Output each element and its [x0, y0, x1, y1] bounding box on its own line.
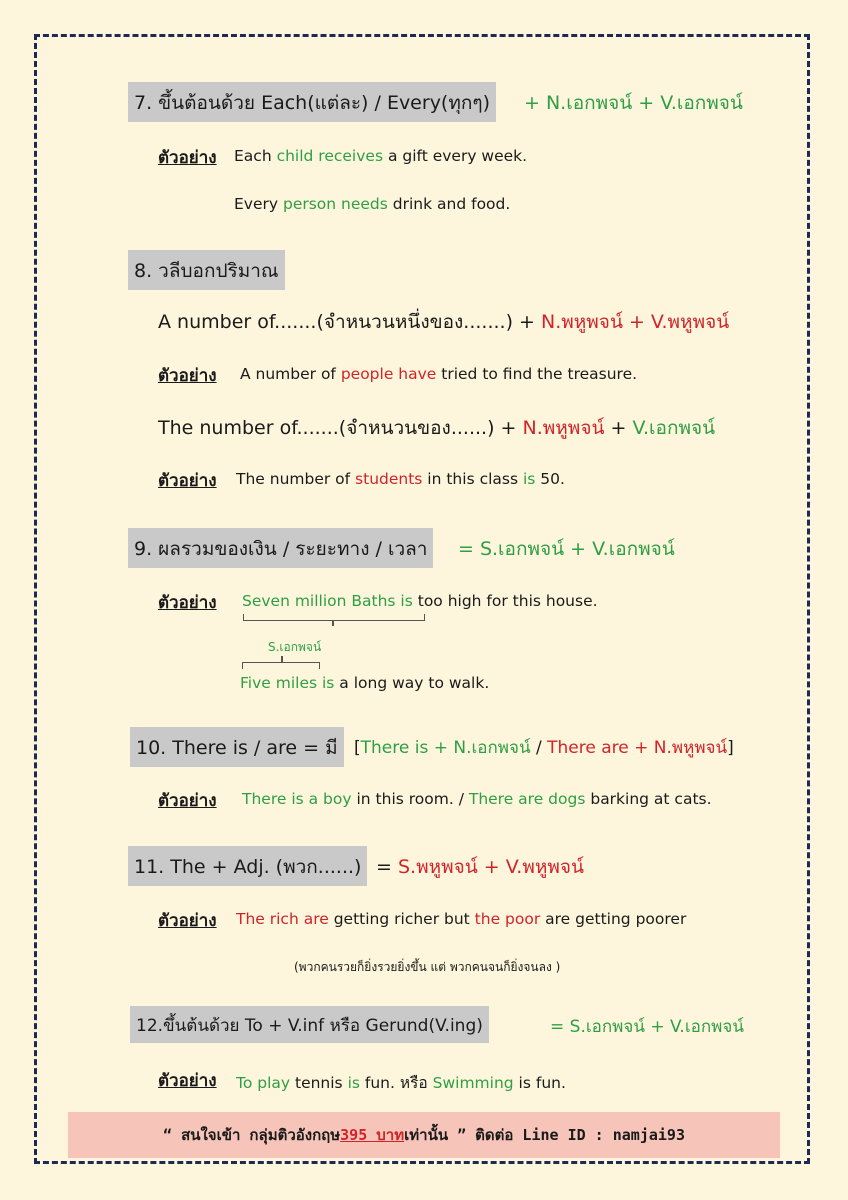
s7-formula: + N.เอกพจน์ + V.เอกพจน์	[524, 92, 743, 114]
s9-heading: 9. ผลรวมของเงิน / ระยะทาง / เวลา	[128, 528, 433, 568]
s7-example-2: Every person needs drink and food.	[234, 195, 511, 213]
s12-example-label: ตัวอย่าง	[158, 1071, 217, 1091]
promo-text-pre: “ สนใจเข้า กลุ่มติวอังกฤษ	[163, 1126, 341, 1144]
s9-brace-bottom	[242, 662, 320, 669]
s11-heading: 11. The + Adj. (พวก......)	[128, 846, 367, 886]
s8-example-label-2: ตัวอย่าง	[158, 471, 217, 491]
s9-example-2: Five miles is a long way to walk.	[240, 674, 490, 692]
s10-example-label: ตัวอย่าง	[158, 791, 217, 811]
s8-example-label-1: ตัวอย่าง	[158, 366, 217, 386]
s8-rule-2: The number of.......(จำหนวนของ......) + N.พหูพจน์ + V.เอกพจน์	[158, 417, 716, 439]
s8-rule-1: A number of.......(จำหนวนหนึ่งของ.......) + N.พหูพจน์ + V.พหูพจน์	[158, 311, 730, 333]
promo-text-post: เท่านั้น ” ติดต่อ Line ID : namjai93	[404, 1126, 685, 1144]
s8-example-1: A number of people have tried to find the treasure.	[240, 365, 638, 383]
s9-brace-top	[243, 614, 425, 621]
s9-example-1: Seven million Baths is too high for this house.	[242, 592, 598, 610]
s11-translation: (พวกคนรวยก็ยิ่งรวยยิ่งขึ้น แต่ พวกคนจนก็ยิ่งจนลง )	[294, 960, 561, 974]
s10-rule: [There is + N.เอกพจน์ / There are + N.พหูพจน์]	[354, 738, 734, 758]
s11-example-label: ตัวอย่าง	[158, 911, 217, 931]
s12-heading: 12.ขึ้นต้นด้วย To + V.inf หรือ Gerund(V.ing)	[130, 1006, 489, 1043]
s9-example-label: ตัวอย่าง	[158, 593, 217, 613]
s10-example: There is a boy in this room. / There are dogs barking at cats.	[242, 790, 712, 808]
s12-example: To play tennis is fun. หรือ Swimming is fun.	[236, 1074, 566, 1092]
s10-heading: 10. There is / are = มี	[130, 727, 344, 767]
s7-example-1: Each child receives a gift every week.	[234, 147, 528, 165]
promo-price: 395 บาท	[340, 1126, 405, 1144]
s11-example: The rich are getting richer but the poor are getting poorer	[236, 910, 687, 928]
s8-heading: 8. วลีบอกปริมาณ	[128, 250, 285, 290]
s11-formula: = S.พหูพจน์ + V.พหูพจน์	[376, 856, 585, 878]
s12-formula: = S.เอกพจน์ + V.เอกพจน์	[550, 1017, 744, 1037]
s9-formula: = S.เอกพจน์ + V.เอกพจน์	[458, 538, 675, 560]
s7-example-label: ตัวอย่าง	[158, 148, 217, 168]
s8-example-2: The number of students in this class is 50.	[236, 470, 565, 488]
s9-note: S.เอกพจน์	[268, 640, 322, 654]
s7-heading: 7. ขึ้นต้อนด้วย Each(แต่ละ) / Every(ทุกๆ)	[128, 82, 496, 122]
s9-brace-tick	[332, 620, 334, 626]
promo-banner	[68, 1112, 780, 1158]
